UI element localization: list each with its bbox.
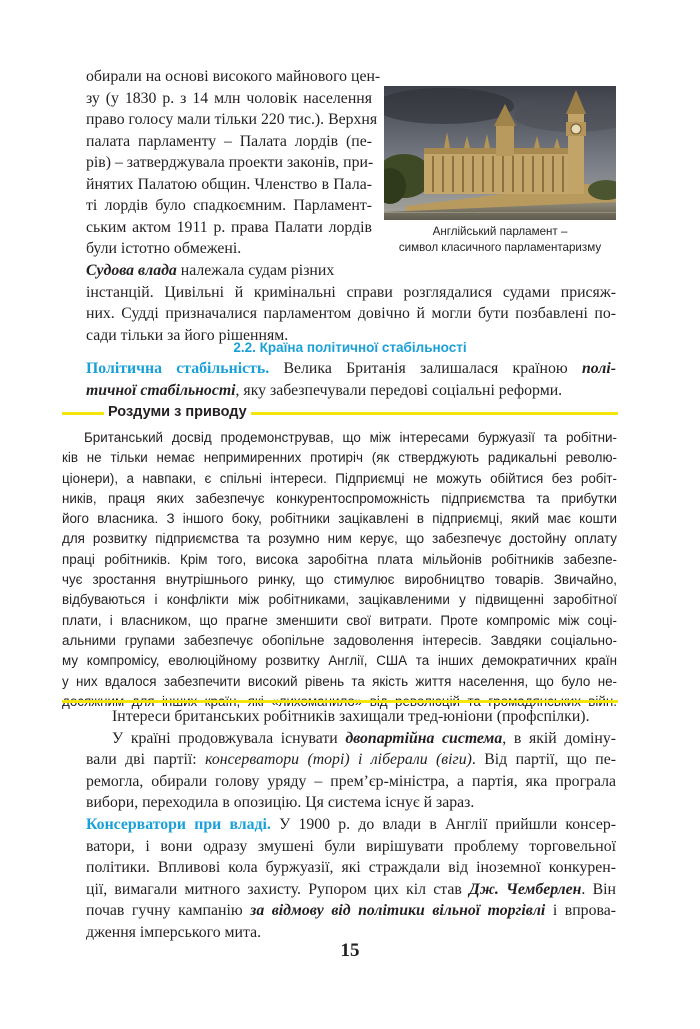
text-fragment: почав гучну кампанію — [86, 902, 251, 919]
text-fragment: вали дві партії: — [86, 751, 206, 768]
section-heading: 2.2. Країна політичної стабільності — [233, 340, 467, 355]
text-fragment: У 1900 р. до влади в Англії прийшли консер- — [270, 816, 616, 833]
term-courts: Судова влада — [86, 262, 177, 279]
text-line: ціонери), а навпаки, є спільні інтереси. Підприємці не можуть обійтися без робіт- — [62, 470, 617, 486]
text-fragment: належала судам різних — [176, 262, 335, 279]
box-title: Роздуми з приводу — [104, 404, 251, 420]
text-line — [86, 260, 616, 282]
text-line: політики. Впливові кола буржуазії, які страждали від іноземної конкурен- — [86, 859, 616, 876]
text-fragment: Велика Британія залишалася країною — [269, 360, 582, 377]
reflection-box-text — [62, 428, 617, 712]
text-line: право голосу мали тільки 220 тис.). Верхня — [86, 111, 378, 128]
text-line — [86, 814, 616, 836]
text-line: плати, і власником, що прагне зменшити свої витрати. Проте компроміс між соці- — [62, 612, 617, 628]
unions-paragraph — [86, 706, 616, 814]
caption-line: символ класичного парламентаризму — [398, 241, 602, 254]
text-fragment: і впрова- — [545, 902, 616, 919]
text-fragment: . Від партії, що пе- — [471, 751, 616, 768]
box-bottom-rule — [62, 700, 618, 703]
text-line — [86, 358, 616, 380]
text-line: обирали на основі високого майнового цен- — [86, 68, 381, 85]
text-line: них. Судді призначалися парламентом довічно й могли бути позбавлені по- — [86, 305, 616, 322]
text-fragment: У країні продовжувала існувати — [112, 729, 346, 747]
text-line: йнятих Палатою общин. Членство в Пала- — [86, 175, 372, 193]
text-line: праці робітників. Крім того, висока заробітна плата мільйонів робітників забезпе- — [62, 551, 617, 567]
term-free-trade: за відмову від політики вільної торгівлі — [250, 902, 546, 919]
term-two-party-system: двопартійна система — [345, 729, 503, 747]
parliament-photo — [384, 86, 616, 220]
text-line: відбуваються і конфлікти між робітниками, зацікавленими у підвищенні заробітної — [62, 592, 617, 608]
text-line — [86, 728, 616, 750]
text-line: ків не тільки немає непримиренних протиріч (як стверджують радикальні револю- — [62, 450, 617, 466]
text-line: палата парламенту – Палата лордів (пе- — [86, 132, 372, 150]
text-line: у них вдалося забезпечити високий рівень та якість життя населення, що було не- — [62, 673, 617, 689]
text-line: ремогла, обирали голову уряду – прем’єр-міністра, а партія, яка програла — [86, 772, 616, 790]
text-line: інстанцій. Цивільні й кримінальні справи розглядалися судами присяж- — [86, 283, 616, 301]
text-fragment: ції, вимагали митного захисту. Рупором цих кіл став — [86, 880, 470, 898]
text-line: чує зростання внутрішнього ринку, що стимулює виробництво товарів. Звичайно, — [62, 572, 617, 588]
text-line: ським актом 1911 р. права Палати лордів — [86, 218, 372, 236]
text-line: вибори, переходила в опозицію. Ця система існує й зараз. — [86, 794, 475, 811]
text-line: ників, праця яких забезпечує конкурентоспроможність підприємства та прибутки — [62, 490, 617, 506]
text-line: ватори, і вони одразу змушені були вирішувати проблему торговельної — [86, 837, 616, 855]
text-line — [86, 749, 616, 771]
term-parties: консерватори (торі) і ліберали (віги) — [205, 751, 472, 768]
text-line: для розвитку підприємства та розумно ним керує, що забезпечує достойну оплату — [62, 531, 617, 547]
court-paragraph — [86, 260, 616, 346]
text-fragment: . Він — [581, 880, 616, 898]
term-fragment: тичної стабільності — [86, 381, 236, 399]
page-number: 15 — [340, 940, 360, 961]
text-line: були істотно обмежені. — [86, 240, 242, 257]
lead-conservatives: Консерватори при владі. — [86, 816, 271, 833]
text-line: ті лордів було спадкоємним. Парламент- — [86, 197, 372, 214]
text-line — [86, 380, 616, 402]
intro-paragraph — [86, 66, 381, 260]
text-fragment: , яку забезпечували передові соціальні реформи. — [235, 381, 563, 399]
text-fragment: , в якій доміну- — [502, 729, 616, 747]
lead-political-stability: Політична стабільність. — [86, 360, 270, 377]
text-line — [86, 900, 616, 922]
text-line: його власника. З іншого боку, робітники зацікавлені в підприємці, який має кошти — [62, 511, 617, 527]
text-line: сади тільки за його рішенням. — [86, 326, 289, 344]
text-line: зу (у 1830 р. з 14 млн чоловік населення — [86, 89, 372, 107]
stability-paragraph — [86, 358, 616, 401]
conservatives-paragraph — [86, 814, 616, 943]
text-line: рів) – затверджувала проекти законів, при- — [86, 154, 374, 171]
text-line — [86, 879, 616, 901]
text-line: альними групами забезпечує обопільне задоволення інтересів. Завдяки соціально- — [62, 632, 617, 648]
text-line: Інтереси британських робітників захищали тред-юніони (профспілки). — [112, 708, 590, 725]
term-chamberlain: Дж. Чемберлен — [469, 880, 582, 898]
text-line: Британський досвід продемонстрував, що між інтересами буржуазії та робітни- — [84, 430, 617, 445]
text-line: дження імперського мита. — [86, 923, 262, 941]
caption-line: Англійський парламент – — [432, 225, 568, 238]
text-line: му компромісу, еволюційному розвитку Англії, США та інших демократичних країн — [62, 653, 617, 669]
term-fragment: полі- — [581, 360, 616, 377]
photo-caption — [378, 224, 622, 256]
